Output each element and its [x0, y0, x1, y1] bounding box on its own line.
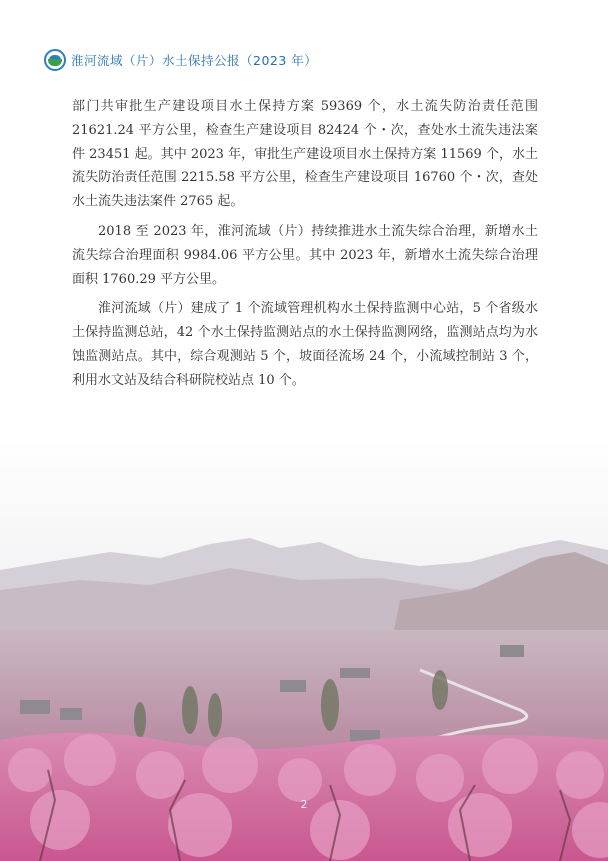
body-text [72, 95, 538, 393]
page-number: 2 [300, 798, 308, 811]
paragraph-treatment: 2018 至 2023 年，淮河流域（片）持续推进水土流失综合治理，新增水土流失综合治理面积 9984.06 平方公里。其中 2023 年，新增水土流失综合治理面积 1760.29 平方公里。 [72, 223, 538, 287]
paragraph-monitoring: 淮河流域（片）建成了 1 个流域管理机构水土保持监测中心站，5 个省级水土保持监测总站，42 个水土保持监测站点的水土保持监测网络，监测站点均为水蚀监测站点。其中，综合观测站 5 个，坡面径流场 24 个，小流域控制站 3 个，利用水文站及结合科研院校站点 10 个。 [72, 301, 538, 388]
header-title: 淮河流域（片）水土保持公报（2023 年） [71, 53, 318, 68]
page-header [44, 47, 317, 73]
basin-emblem-icon [44, 49, 66, 71]
paragraph-supervision: 部门共审批生产建设项目水土保持方案 59369 个，水土流失防治责任范围 21621.24 平方公里，检查生产建设项目 82424 个・次，查处水土流失违法案件 23451 起。其中 2023 年，审批生产建设项目水土保持方案 11569 个，水土流失防治责任范围 2215.58 平方公里，检查生产建设项目 16760 个・次，查处水土流失违法案件 2765 起。 [72, 99, 538, 210]
